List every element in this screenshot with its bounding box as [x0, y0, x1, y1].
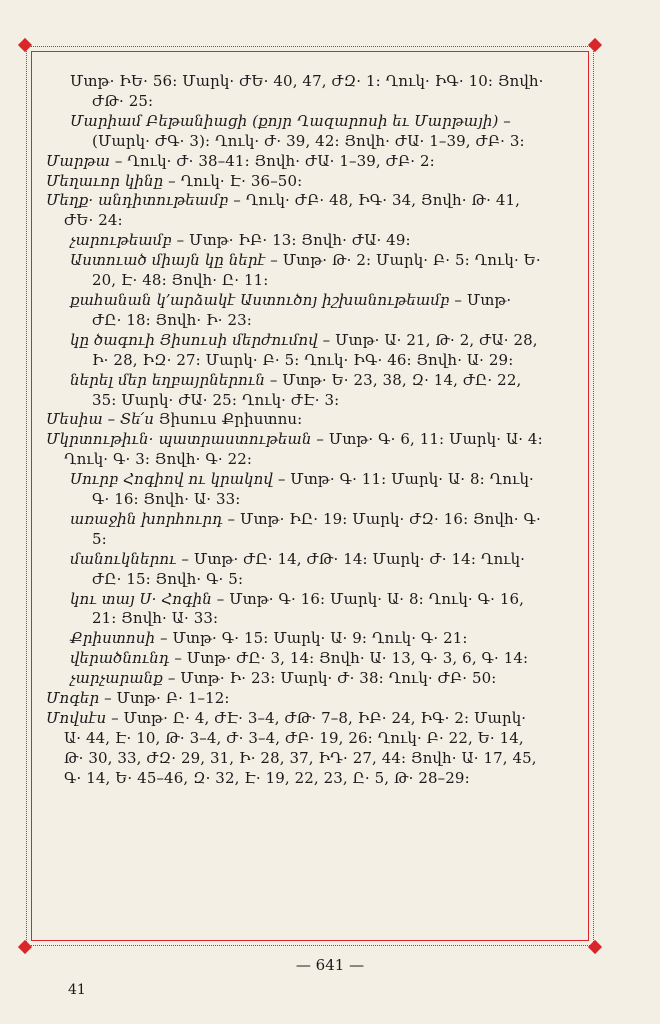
entry-heading: ներել մեր եղբայրներուն	[70, 370, 265, 389]
entry-references: – Մտթ· Ը· 4, ԺԷ· 3–4, ԺԹ· 7–8, ԻԲ· 24, ԻԳ· 2: Մարկ· Ա· 44, Է· 10, Թ· 3–4, Ժ· 3–4, ԺԲ· 19, 26: Ղուկ· Բ· 22, Ե· 14, Թ· 30, 33, ԺԶ· 29, 31, Ի· 28, 37, ԻԴ· 27, 44: Յովh· Ա· 17, 45, Գ· 14, Ե· 45–46, Զ· 32, Է· 19, 22, 23, Ը· 5, Թ· 28–29:	[64, 709, 537, 787]
entry-heading: Մարթա	[46, 151, 110, 170]
index-entry	[46, 689, 544, 709]
entry-references: – Մտթ· ԻԲ· 13: Յովh· ԺԱ· 49:	[171, 231, 411, 250]
index-entry	[60, 649, 544, 669]
index-entry	[60, 510, 544, 550]
index-entry	[46, 172, 544, 192]
index-entry	[46, 430, 544, 470]
index-entry	[60, 251, 544, 291]
index-entry	[46, 410, 544, 430]
index-entry	[60, 371, 544, 411]
entry-heading: չարչարանք	[70, 669, 163, 688]
index-entry	[60, 112, 544, 152]
entry-references: – Մտթ· ԺԸ· 3, 14: Յովh· Ա· 13, Գ· 3, 6, Գ· 14:	[169, 649, 529, 668]
index-entry	[60, 550, 544, 590]
entry-heading: Քրիստոսի	[70, 629, 156, 648]
entry-references: – Մտթ· Ա· 21, Թ· 2, ԺԱ· 28, Ի· 28, ԻԶ· 27: Մարկ· Բ· 5: Ղուկ· ԻԳ· 46: Յովh· Ա· 29:	[92, 330, 538, 369]
entry-references: – Մտթ· Գ· 6, 11: Մարկ· Ա· 4: Ղուկ· Գ· 3: Յովh· Գ· 22:	[64, 430, 543, 469]
entry-references: – Մտթ· Ե· 23, 38, Զ· 14, ԺԸ· 22, 35: Մարկ· ԺԱ· 25: Ղուկ· ԺԷ· 3:	[92, 370, 522, 409]
index-entry	[46, 152, 544, 172]
entry-references: – Մտթ· Գ· 11: Մարկ· Ա· 8: Ղուկ· Գ· 16: Յովh· Ա· 33:	[92, 470, 534, 509]
border-corner-ornament	[588, 38, 602, 52]
index-entry	[60, 590, 544, 630]
entry-heading: Մեղք· անդիտութեամբ	[46, 191, 229, 210]
entry-heading: չարութեամբ	[70, 231, 172, 250]
entry-references: Յիսուս Քրիստոս:	[154, 410, 303, 429]
index-entry	[60, 669, 544, 689]
border-corner-ornament	[588, 940, 602, 954]
index-entry	[46, 709, 544, 789]
index-entry	[60, 331, 544, 371]
index-entry	[60, 470, 544, 510]
entry-references: – Մտթ· Ի· 23: Մարկ· Ժ· 38: Ղուկ· ԺԲ· 50:	[162, 669, 497, 688]
signature-mark: 41	[68, 982, 86, 998]
entry-heading: Մովսէս	[46, 709, 107, 727]
index-entry	[60, 231, 544, 251]
border-corner-ornament	[18, 38, 32, 52]
entry-references: – Մտթ· Գ· 16: Մարկ· Ա· 8: Ղուկ· Գ· 16, 21: Յովh· Ա· 33:	[92, 589, 525, 628]
entry-heading: Մոգեր	[46, 689, 100, 708]
entry-heading: Մեսիա – Տե՛ս	[46, 410, 155, 429]
entry-references: – Մտթ· ԻԸ· 19: Մարկ· ԺԶ· 16: Յովh· Գ· 5:	[92, 509, 541, 548]
entry-heading: առաջին խորհուրդ	[70, 509, 223, 528]
index-entry	[60, 72, 544, 112]
entry-heading: մանուկներու	[70, 549, 177, 568]
index-entry	[60, 291, 544, 331]
entry-references: – Մտթ· Բ· 1–12:	[99, 689, 230, 708]
border-corner-ornament	[18, 940, 32, 954]
entry-references: – Մտթ· ԺԸ· 18: Յովh· Ի· 23:	[92, 290, 512, 329]
entry-references: – Ղուկ· ԺԲ· 48, ԻԳ· 34, Յովh· Թ· 41, ԺԵ· 24:	[64, 191, 520, 230]
entry-references: – Մտթ· Գ· 15: Մարկ· Ա· 9: Ղուկ· Գ· 21:	[155, 629, 468, 648]
entry-references: – (Մարկ· ԺԳ· 3): Ղուկ· Ժ· 39, 42: Յովh· ԺԱ· 1–39, ԺԲ· 3:	[92, 111, 525, 150]
entry-heading: Աստուած միայն կը ներէ	[70, 251, 266, 270]
entry-heading: վերածնունդ	[70, 649, 170, 668]
entry-references: – Ղուկ· Ժ· 38–41: Յովh· ԺԱ· 1–39, ԺԲ· 2:	[109, 151, 435, 170]
index-entries	[46, 72, 544, 789]
entry-heading: Մարիամ Բեթանիացի (քոյր Ղազարոսի եւ Մարթայի)	[70, 111, 499, 130]
entry-references: Մտթ· ԻԵ· 56: Մարկ· ԺԵ· 40, 47, ԺԶ· 1: Ղուկ· ԻԳ· 10: Յովh· ԺԹ· 25:	[70, 72, 544, 110]
entry-heading: Մեղաւոր կինը	[46, 171, 164, 190]
entry-heading: կը ծագուի Յիսուսի մերժումով	[70, 330, 318, 349]
entry-references: – Մտթ· Թ· 2: Մարկ· Բ· 5: Ղուկ· Ե· 20, Է· 48: Յովh· Ը· 11:	[92, 251, 541, 290]
page-number: — 641 —	[295, 956, 365, 974]
index-entry	[46, 191, 544, 231]
entry-heading: Մկրտութիւն· պատրաստութեան	[46, 430, 312, 449]
entry-heading: Սուրբ Հոգիով ու կրակով	[70, 470, 273, 489]
entry-references: – Մտթ· ԺԸ· 14, ԺԹ· 14: Մարկ· Ժ· 14: Ղուկ· ԺԸ· 15: Յովh· Գ· 5:	[92, 549, 526, 588]
entry-references: – Ղուկ· Է· 36–50:	[163, 171, 303, 190]
index-entry	[60, 629, 544, 649]
entry-heading: կու տայ Ս· Հոգին	[70, 589, 212, 608]
entry-heading: քահանան կ՚արձակէ Աստուծոյ իշխանութեամբ	[70, 290, 450, 309]
